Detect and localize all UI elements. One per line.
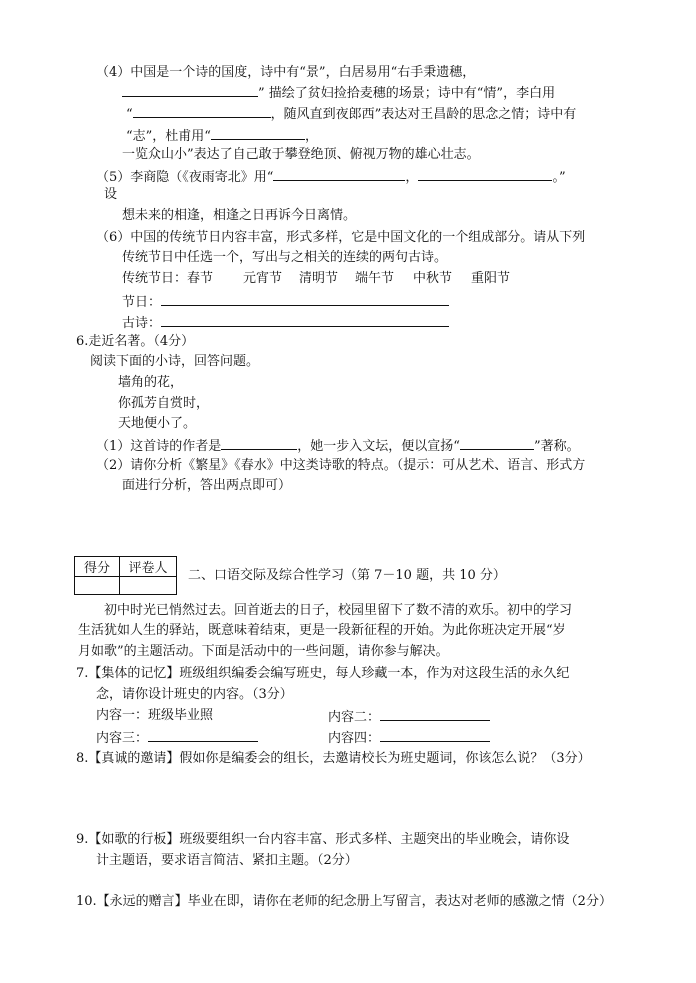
q6-sub1-suffix: ”著称。 bbox=[533, 439, 580, 454]
festival-list-label: 传统节日： bbox=[122, 271, 188, 286]
q9-answer-area[interactable] bbox=[96, 872, 616, 890]
poem-line: 你孤芳自赏时， bbox=[118, 396, 210, 411]
answer-blank[interactable] bbox=[380, 707, 490, 721]
q5-item4-line5: 一览众山小”表达了自己敢于攀登绝顶、俯视万物的雄心壮志。 bbox=[122, 147, 480, 162]
grader-header: 评卷人 bbox=[120, 557, 177, 577]
q7-content4-label: 内容四： bbox=[328, 731, 381, 746]
q6-intro: 阅读下面的小诗，回答问题。 bbox=[90, 354, 260, 369]
q7-content1: 内容一：班级毕业照 bbox=[96, 708, 214, 723]
q6-sub1-prefix: （1）这首诗的作者是 bbox=[96, 439, 222, 454]
section2-intro-line3: 月如歌”的主题活动。下面是活动中的一些问题，请你参与解决。 bbox=[78, 644, 449, 659]
q8-answer-area[interactable] bbox=[96, 772, 616, 822]
score-table bbox=[74, 556, 177, 595]
poem-line: 天地便小了。 bbox=[118, 416, 197, 431]
festival-list bbox=[122, 270, 510, 288]
q7-content3-label: 内容三： bbox=[96, 731, 149, 746]
section2-intro-line2: 生活犹如人生的驿站，既意味着结束，更是一段新征程的开始。为此你班决定开展“岁 bbox=[78, 623, 566, 638]
festival-item: 重阳节 bbox=[471, 271, 511, 286]
poem-field-label: 古诗： bbox=[122, 316, 162, 331]
q6-sub1 bbox=[96, 436, 580, 456]
q5-item4-line3 bbox=[126, 104, 576, 124]
festival-answer-line[interactable] bbox=[161, 291, 449, 306]
q5-item5-line2: 设 bbox=[104, 187, 118, 202]
answer-blank[interactable] bbox=[380, 728, 490, 742]
q5-item4-line1: （4）中国是一个诗的国度，诗中有“景”，白居易用“右手秉遗穗， bbox=[96, 65, 476, 80]
answer-blank[interactable] bbox=[221, 436, 297, 450]
q10-answer-area[interactable] bbox=[96, 914, 616, 964]
q5-item4-line4-text: “志”，杜甫用“ bbox=[126, 129, 211, 144]
score-cell[interactable] bbox=[75, 577, 120, 595]
q5-item5-prefix: （5）李商隐（《夜雨寄北》用“ bbox=[96, 170, 274, 185]
poem-answer-row bbox=[122, 312, 449, 333]
q7-line2: 念，请你设计班史的内容。（3分） bbox=[96, 687, 293, 702]
q5-item6-line1: （6）中国的传统节日内容丰富，形式多样，它是中国文化的一个组成部分。请从下列 bbox=[96, 230, 586, 245]
q9-line1: 9.【如歌的行板】班级要组织一台内容丰富、形式多样、主题突出的毕业晚会，请你设 bbox=[76, 832, 570, 847]
poem-answer-line[interactable] bbox=[161, 312, 449, 327]
q6-sub2-line2: 面进行分析，答出两点即可） bbox=[122, 478, 292, 493]
answer-blank[interactable] bbox=[211, 126, 305, 140]
close-quote: 。” bbox=[552, 170, 566, 185]
q5-item4-line2-text: ” 描绘了贫妇捡拾麦穗的场景；诗中有“情”，李白用 bbox=[258, 86, 556, 101]
section2-intro-line1: 初中时光已悄然过去。回首逝去的日子，校园里留下了数不清的欢乐。初中的学习 bbox=[104, 603, 573, 618]
q5-item5-line3: 想未来的相逢，相逢之日再诉今日离情。 bbox=[122, 208, 357, 223]
q6-sub1-middle: ，她一步入文坛，便以宣扬“ bbox=[297, 439, 460, 454]
q7-content3-row bbox=[96, 728, 258, 748]
festival-field-label: 节日： bbox=[122, 295, 162, 310]
answer-blank[interactable] bbox=[273, 167, 405, 181]
answer-blank[interactable] bbox=[418, 167, 552, 181]
festival-item: 端午节 bbox=[355, 271, 395, 286]
q9-line2: 计主题语，要求语言简洁、紧扣主题。（2分） bbox=[96, 853, 358, 868]
answer-blank[interactable] bbox=[122, 83, 258, 97]
q7-content2-row bbox=[328, 707, 490, 727]
answer-blank[interactable] bbox=[133, 104, 271, 118]
q5-item6-line2: 传统节日中任选一个，写出与之相关的连续的两句古诗。 bbox=[122, 250, 448, 265]
open-quote: “ bbox=[126, 107, 133, 122]
score-header: 得分 bbox=[75, 557, 120, 577]
q5-item4-line4 bbox=[126, 126, 318, 146]
festival-answer-row bbox=[122, 291, 449, 312]
section2-title: 二、口语交际及综合性学习（第 7－10 题，共 10 分） bbox=[188, 568, 506, 583]
answer-blank[interactable] bbox=[460, 436, 534, 450]
grader-cell[interactable] bbox=[120, 577, 177, 595]
q10-line1: 10.【永远的赠言】毕业在即，请你在老师的纪念册上写留言，表达对老师的感激之情（2分） bbox=[76, 894, 612, 909]
festival-item: 元宵节 bbox=[243, 271, 283, 286]
comma: ， bbox=[405, 170, 419, 185]
q7-line1: 7.【集体的记忆】班级组织编委会编写班史，每人珍藏一本，作为对这段生活的永久纪 bbox=[76, 666, 570, 681]
q6-sub2-line1: （2）请你分析《繁星》《春水》中这类诗歌的特点。（提示：可从艺术、语言、形式方 bbox=[96, 458, 586, 473]
q7-content4-row bbox=[328, 728, 490, 748]
q5-item4-line2 bbox=[122, 83, 555, 103]
poem-line: 墙角的花， bbox=[118, 375, 184, 390]
q7-content2-label: 内容二： bbox=[328, 710, 381, 725]
festival-item: 中秋节 bbox=[413, 271, 453, 286]
answer-blank[interactable] bbox=[148, 728, 258, 742]
q6-title: 6.走近名著。（4分） bbox=[76, 334, 195, 349]
q5-item4-line3-text: ，随风直到夜郎西”表达对王昌龄的思念之情；诗中有 bbox=[270, 107, 577, 122]
q8-line1: 8.【真诚的邀请】假如你是编委会的组长，去邀请校长为班史题词，你该怎么说？（3分） bbox=[76, 751, 591, 766]
q5-item5-line1 bbox=[96, 167, 566, 187]
comma: ， bbox=[304, 129, 318, 144]
festival-item: 清明节 bbox=[299, 271, 339, 286]
festival-item: 春节 bbox=[187, 271, 214, 286]
